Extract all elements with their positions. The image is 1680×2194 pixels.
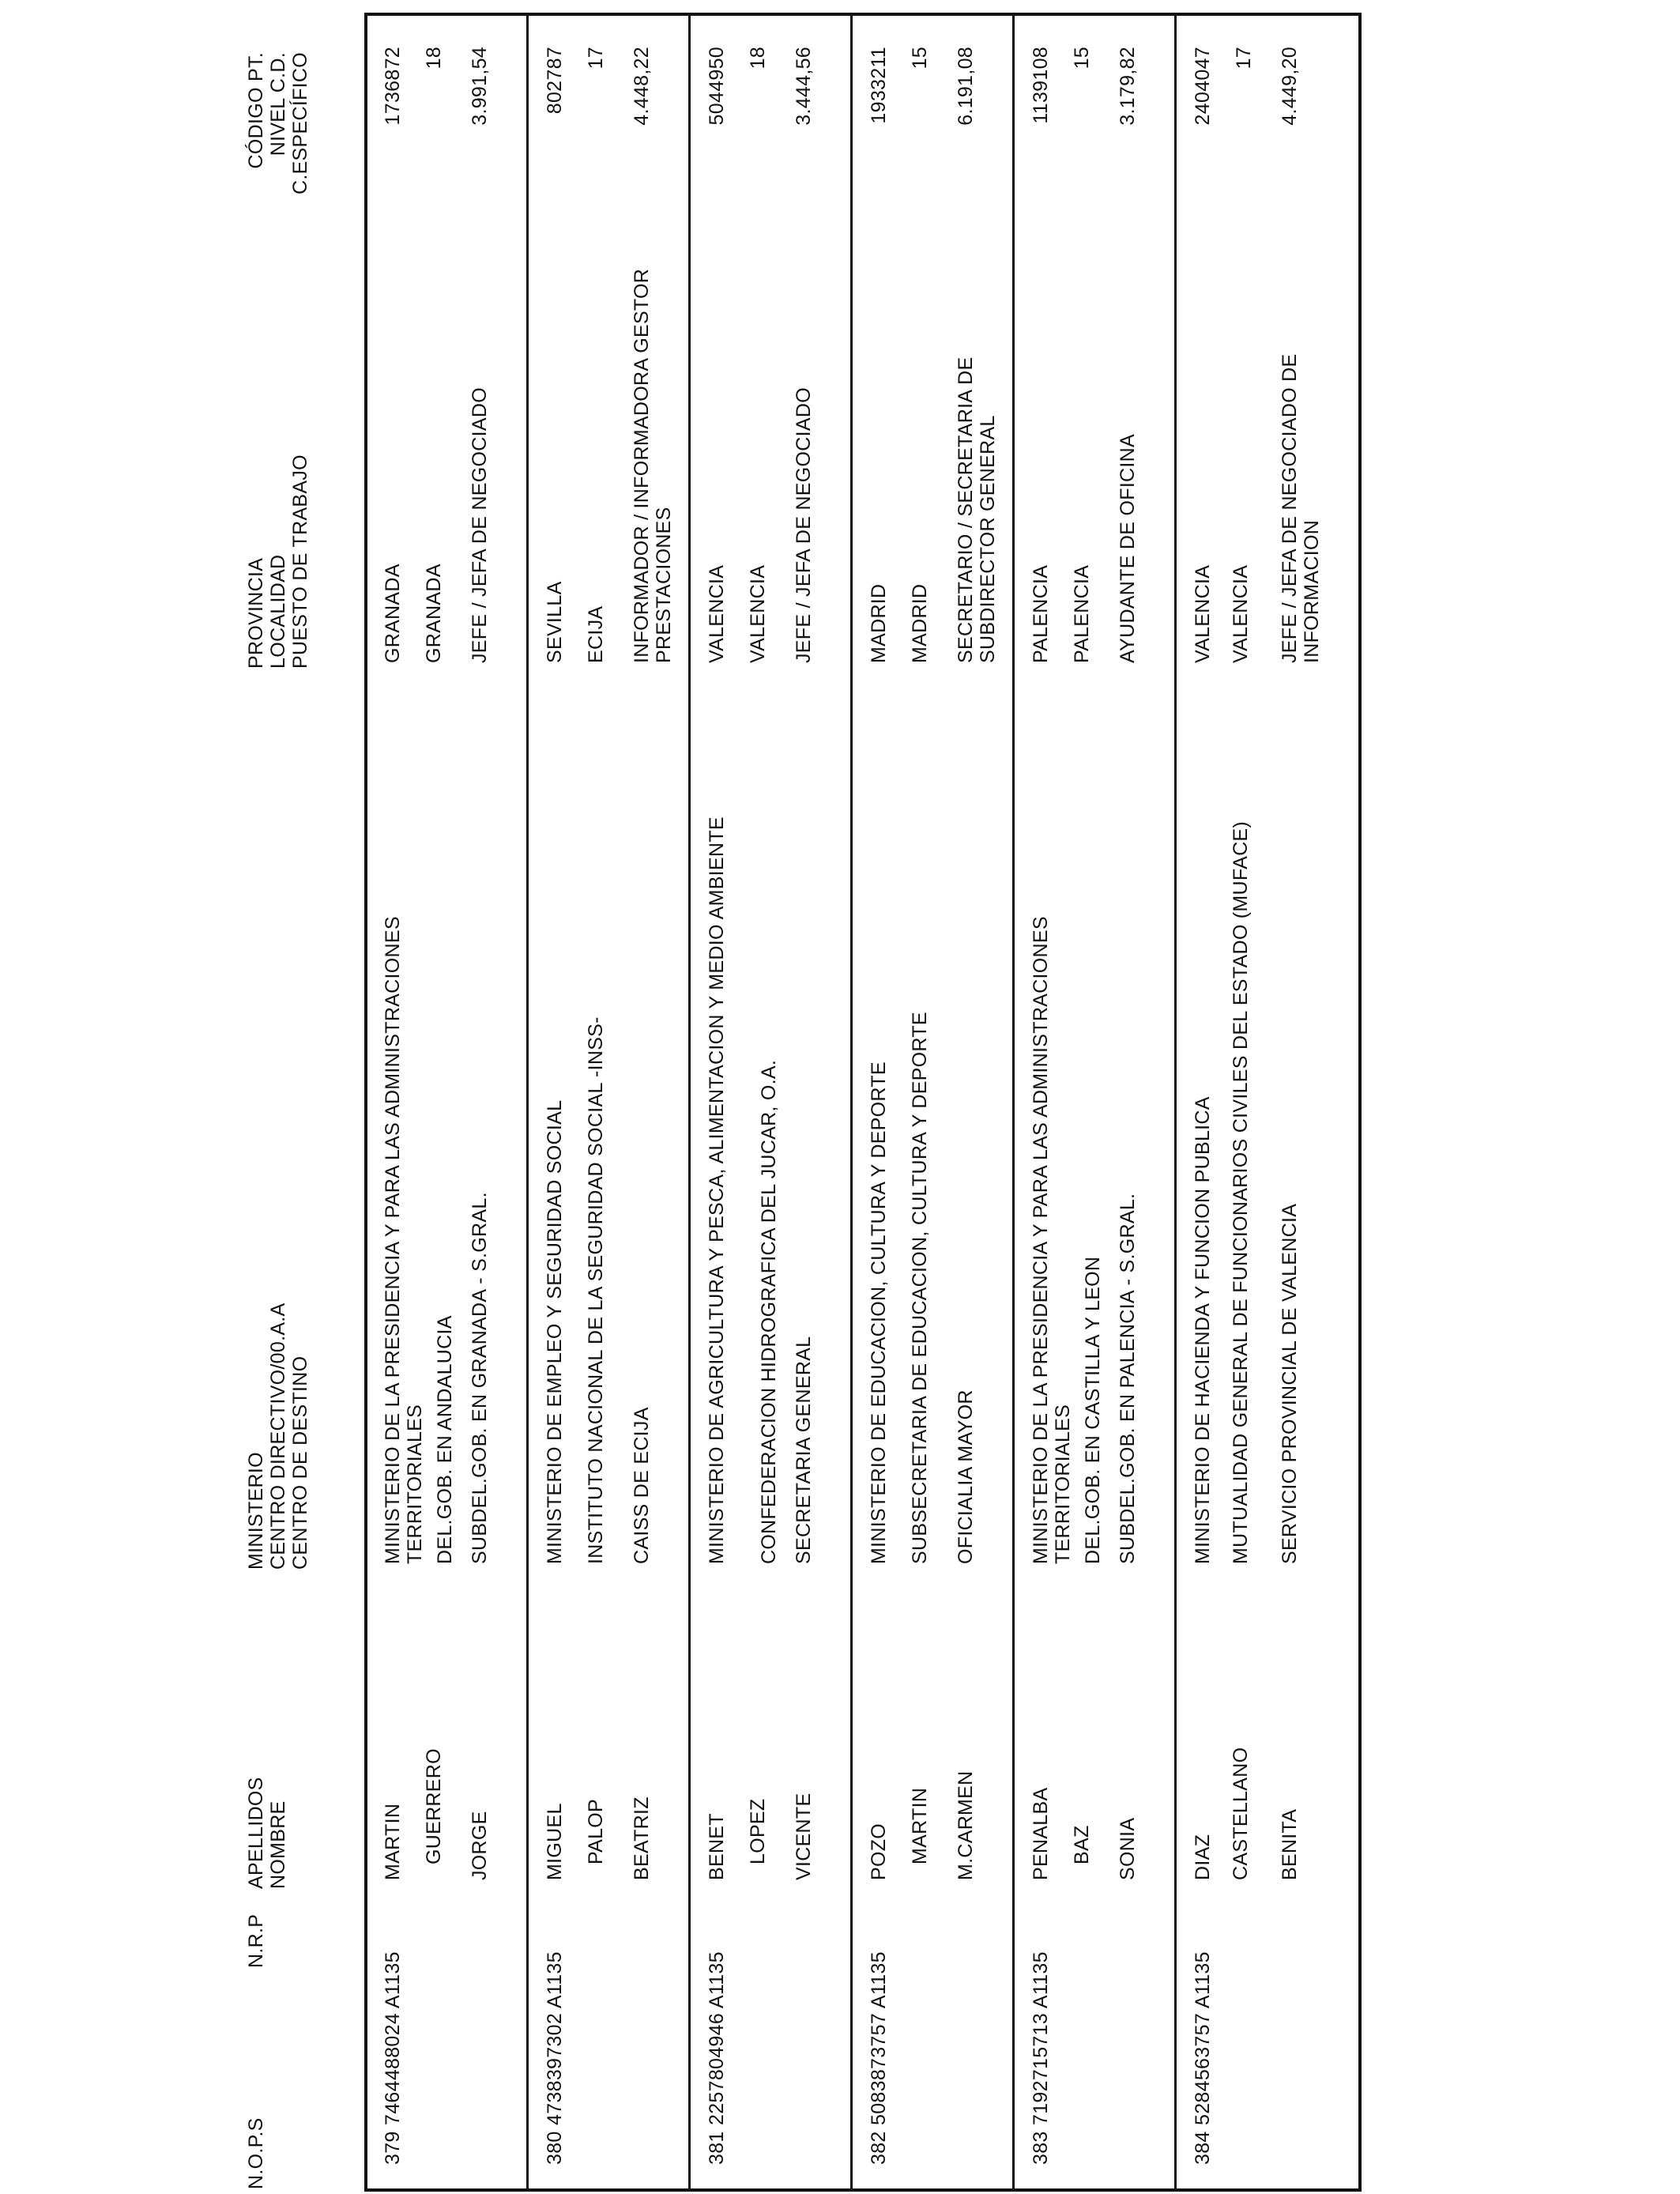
record-especifico: 3.991,54	[469, 47, 491, 126]
table-row	[367, 16, 529, 2188]
record-centro-destino: SUBDEL.GOB. EN GRANADA - S.GRAL.	[469, 1192, 491, 1564]
table-row	[853, 16, 1015, 2188]
record-ministerio: MINISTERIO DE LA PRESIDENCIA Y PARA LAS ADMINISTRACIONES TERRITORIALES	[382, 916, 426, 1564]
record-nivel: 18	[423, 47, 445, 70]
record-apellido2: MARTIN	[909, 1787, 931, 1864]
record-puesto: INFORMADOR / INFORMADORA GESTOR PRESTACIONES	[631, 268, 675, 663]
record-codigo: 1139108	[1030, 47, 1052, 124]
record-nops: 381	[706, 2131, 728, 2165]
record-nivel: 17	[585, 47, 607, 70]
record-localidad: GRANADA	[423, 564, 445, 663]
record-ministerio: MINISTERIO DE EDUCACION, CULTURA Y DEPORTE	[868, 1061, 890, 1564]
record-apellido2: PALOP	[585, 1798, 607, 1864]
record-centro-directivo: CONFEDERACION HIDROGRAFICA DEL JUCAR, O.A.	[758, 1059, 780, 1564]
table-row	[691, 16, 853, 2188]
header-nrp-label: N.R.P	[245, 1913, 267, 1968]
record-apellido2: GUERRERO	[423, 1748, 445, 1864]
record-nombre: BENITA	[1279, 1808, 1301, 1880]
header-nops-label: N.O.P.S	[245, 2117, 267, 2189]
record-nombre: VICENTE	[793, 1793, 815, 1880]
record-nops: 382	[868, 2131, 890, 2165]
header-apellidos-label: APELLIDOS	[245, 1777, 267, 1889]
record-nombre: M.CARMEN	[955, 1770, 977, 1880]
record-especifico: 6.191,08	[955, 47, 977, 126]
record-localidad: VALENCIA	[1230, 564, 1252, 663]
record-nrp: 5284563757 A1135	[1192, 1951, 1214, 2125]
record-centro-directivo: INSTITUTO NACIONAL DE LA SEGURIDAD SOCIAL -INSS-	[585, 1016, 607, 1564]
record-centro-directivo: MUTUALIDAD GENERAL DE FUNCIONARIOS CIVILES DEL ESTADO (MUFACE)	[1230, 820, 1252, 1564]
table-row	[1177, 16, 1358, 2188]
record-nombre: BEATRIZ	[631, 1796, 653, 1880]
record-ministerio: MINISTERIO DE EMPLEO Y SEGURIDAD SOCIAL	[544, 1099, 566, 1564]
record-nrp: 7192715713 A1135	[1030, 1951, 1052, 2125]
header-nrp	[245, 1914, 267, 1968]
row-divider	[850, 16, 853, 2188]
record-provincia: VALENCIA	[706, 564, 728, 663]
record-nrp: 4738397302 A1135	[544, 1951, 566, 2125]
record-nombre: JORGE	[469, 1811, 491, 1880]
record-provincia: GRANADA	[382, 564, 404, 663]
record-codigo: 1736872	[382, 47, 404, 126]
header-codigo-label: CÓDIGO PT.	[245, 52, 267, 169]
record-apellido1: DIAZ	[1192, 1834, 1214, 1880]
header-codigo	[245, 52, 311, 226]
record-provincia: VALENCIA	[1192, 564, 1214, 663]
table-row	[529, 16, 691, 2188]
record-nivel: 15	[909, 47, 931, 70]
record-centro-destino: SECRETARIA GENERAL	[793, 1336, 815, 1564]
row-divider	[526, 16, 529, 2188]
header-centro-destino-label: CENTRO DE DESTINO	[289, 1355, 311, 1570]
record-nivel: 15	[1071, 47, 1093, 70]
record-provincia: SEVILLA	[544, 581, 566, 663]
record-nrp: 7464488024 A1135	[382, 1951, 404, 2125]
record-apellido1: BENET	[706, 1813, 728, 1880]
header-especifico-label: C.ESPECÍFICO	[289, 52, 311, 195]
record-nombre: SONIA	[1117, 1817, 1139, 1880]
record-apellido1: MIGUEL	[544, 1803, 566, 1880]
header-nivel-label: NIVEL C.D.	[267, 52, 289, 156]
header-centro-directivo-label: CENTRO DIRECTIVO/00.A.A	[267, 1302, 289, 1570]
table-row	[1015, 16, 1177, 2188]
row-divider	[688, 16, 691, 2188]
records-table	[364, 13, 1362, 2192]
record-codigo: 1933211	[868, 47, 890, 124]
record-centro-destino: SUBDEL.GOB. EN PALENCIA - S.GRAL.	[1117, 1193, 1139, 1564]
record-puesto: SECRETARIO / SECRETARIA DE SUBDIRECTOR GENERAL	[955, 356, 999, 663]
record-apellido2: CASTELLANO	[1230, 1747, 1252, 1880]
record-nops: 380	[544, 2131, 566, 2165]
record-localidad: ECIJA	[585, 605, 607, 663]
record-provincia: MADRID	[868, 583, 890, 663]
record-centro-directivo: DEL.GOB. EN CASTILLA Y LEON	[1082, 1256, 1104, 1564]
record-codigo: 5044950	[706, 47, 728, 126]
record-ministerio: MINISTERIO DE HACIENDA Y FUNCION PUBLICA	[1192, 1096, 1214, 1564]
row-divider	[1012, 16, 1015, 2188]
record-nops: 384	[1192, 2131, 1214, 2165]
record-nrp: 5083873757 A1135	[868, 1951, 890, 2125]
record-codigo: 2404047	[1192, 47, 1214, 126]
record-localidad: MADRID	[909, 583, 931, 663]
header-nops	[245, 2117, 267, 2189]
record-provincia: PALENCIA	[1030, 564, 1052, 663]
record-localidad: VALENCIA	[747, 564, 769, 663]
record-nops: 379	[382, 2131, 404, 2165]
record-apellido2: BAZ	[1071, 1825, 1093, 1864]
record-centro-directivo: SUBSECRETARIA DE EDUCACION, CULTURA Y DEPORTE	[909, 1012, 931, 1564]
record-nrp: 2257804946 A1135	[706, 1951, 728, 2125]
header-provincia-label: PROVINCIA	[245, 557, 267, 669]
record-puesto: JEFE / JEFA DE NEGOCIADO	[793, 387, 815, 663]
record-especifico: 3.444,56	[793, 47, 815, 126]
record-apellido1: PENALBA	[1030, 1787, 1052, 1880]
record-codigo: 802787	[544, 47, 566, 115]
record-puesto: JEFE / JEFA DE NEGOCIADO DE INFORMACION	[1279, 353, 1323, 663]
record-apellido1: MARTIN	[382, 1803, 404, 1880]
record-centro-destino: SERVICIO PROVINCIAL DE VALENCIA	[1279, 1203, 1301, 1564]
record-especifico: 4.449,20	[1279, 47, 1301, 126]
record-nivel: 17	[1233, 47, 1255, 70]
header-localidad-label: LOCALIDAD	[267, 554, 289, 669]
record-centro-directivo: DEL.GOB. EN ANDALUCIA	[434, 1315, 456, 1564]
record-nivel: 18	[747, 47, 769, 70]
record-centro-destino: OFICIALIA MAYOR	[955, 1389, 977, 1564]
record-puesto: JEFE / JEFA DE NEGOCIADO	[469, 387, 491, 663]
header-ministerio-label: MINISTERIO	[245, 1452, 267, 1570]
record-localidad: PALENCIA	[1071, 564, 1093, 663]
record-ministerio: MINISTERIO DE LA PRESIDENCIA Y PARA LAS ADMINISTRACIONES TERRITORIALES	[1030, 916, 1074, 1564]
record-ministerio: MINISTERIO DE AGRICULTURA Y PESCA, ALIMENTACION Y MEDIO AMBIENTE	[706, 816, 728, 1564]
record-centro-destino: CAISS DE ECIJA	[631, 1407, 653, 1564]
header-provincia	[245, 454, 311, 669]
row-divider	[1174, 16, 1177, 2188]
record-apellido1: POZO	[868, 1823, 890, 1880]
record-apellido2: LOPEZ	[747, 1798, 769, 1864]
record-especifico: 3.179,82	[1117, 47, 1139, 126]
header-nombre-label: NOMBRE	[267, 1800, 289, 1889]
header-puesto-label: PUESTO DE TRABAJO	[289, 454, 311, 669]
record-nops: 383	[1030, 2131, 1052, 2165]
header-ministerio	[245, 1302, 311, 1570]
header-apellidos	[245, 1777, 289, 1889]
record-puesto: AYUDANTE DE OFICINA	[1117, 434, 1139, 663]
record-especifico: 4.448,22	[631, 47, 653, 126]
